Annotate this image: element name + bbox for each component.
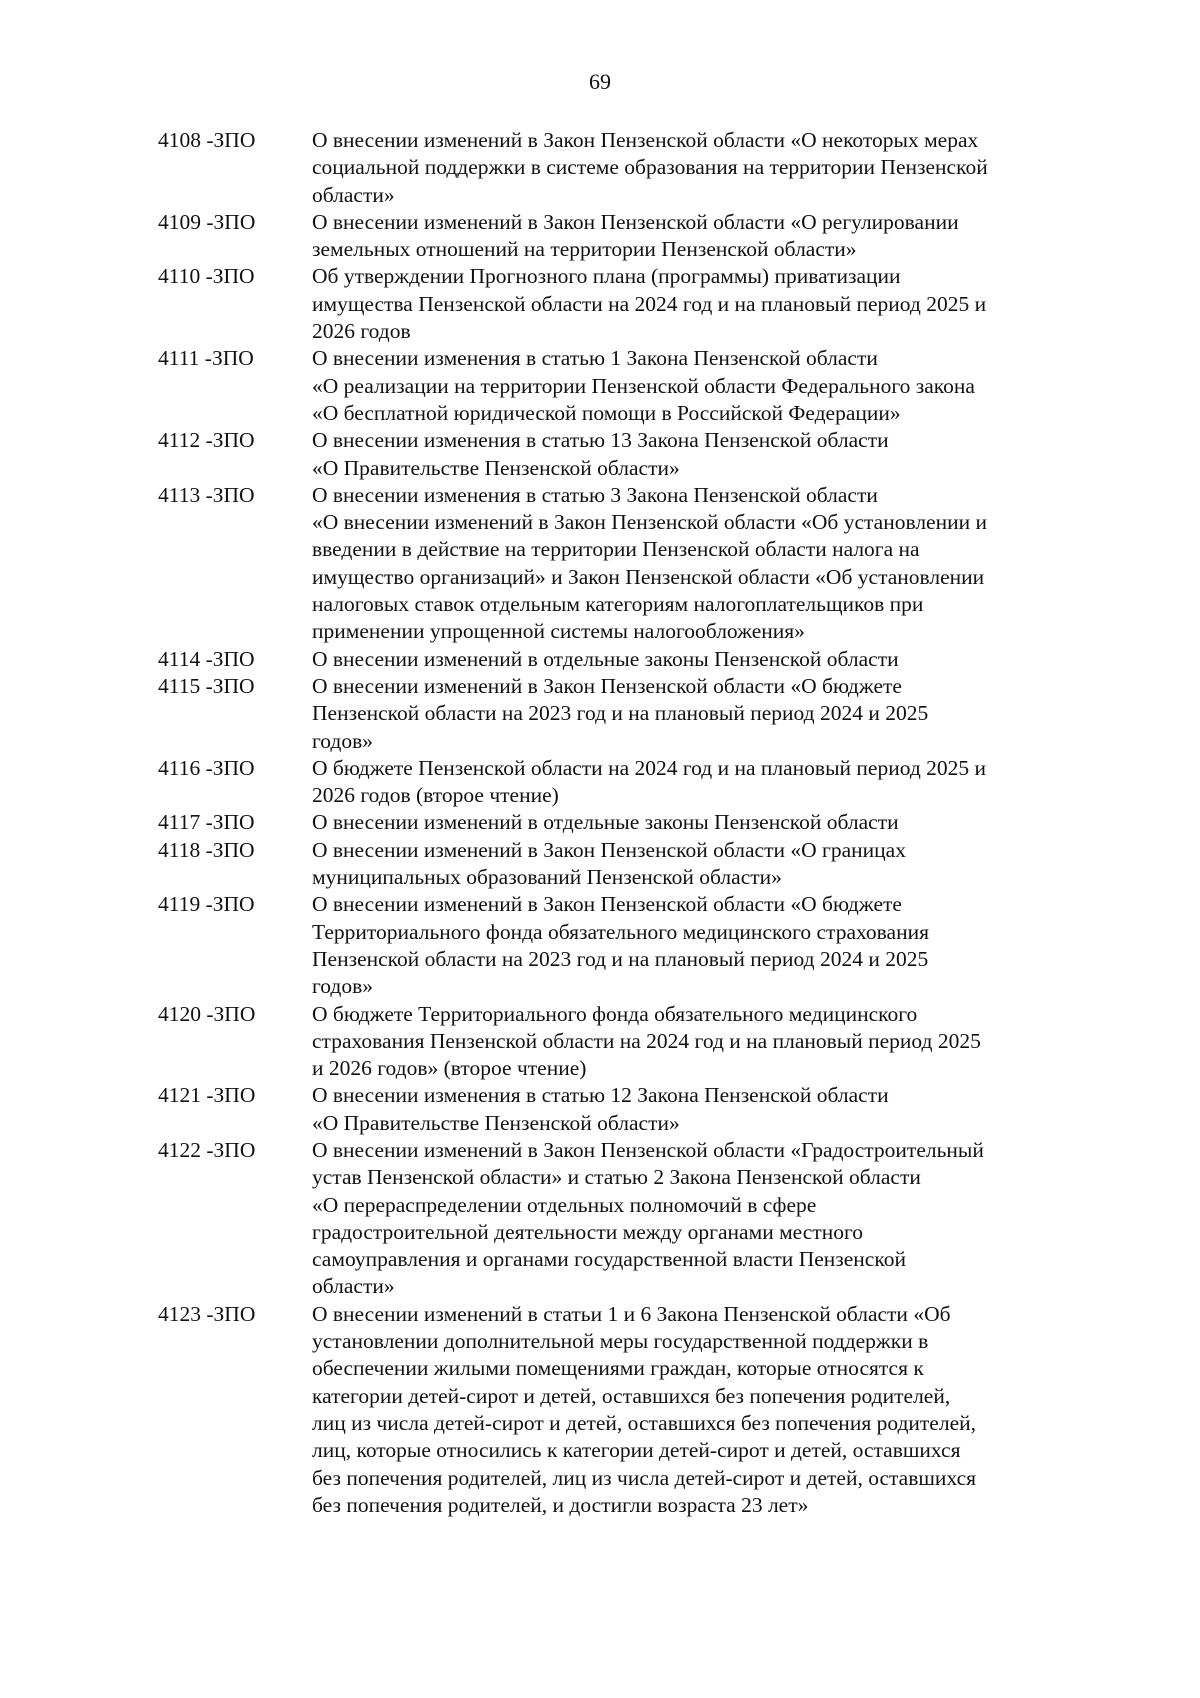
law-title: О внесении изменений в статьи 1 и 6 Закона Пензенской области «Об установлении дополнительной меры государственной поддержки в обеспечении жилыми помещениями граждан, которые относятся к категории детей-сирот и детей, оставшихся без попечения родителей, лиц из числа детей-сирот и детей, оставшихся без попечения родителей, лиц, которые относились к категории детей-сирот и детей, оставшихся без попечения родителей, лиц из числа детей-сирот и детей, оставшихся без попечения родителей, и достигли возраста 23 лет»: [312, 1301, 977, 1517]
law-number: 4123 -ЗПО: [158, 1301, 256, 1326]
law-number: 4119 -ЗПО: [158, 892, 255, 917]
law-row: [158, 755, 1088, 810]
law-number: 4115 -ЗПО: [158, 673, 255, 698]
law-row: [158, 1001, 1088, 1083]
law-row: [158, 646, 1088, 673]
law-title: О бюджете Пензенской области на 2024 год и на плановый период 2025 и 2026 годов (второе чтение): [312, 755, 987, 808]
law-number: 4117 -ЗПО: [158, 810, 255, 835]
law-title: О внесении изменений в отдельные законы Пензенской области: [312, 810, 899, 835]
law-number: 4111 -ЗПО: [158, 346, 254, 371]
law-row: [158, 1082, 1088, 1137]
law-title: О внесении изменений в Закон Пензенской области «О границах муниципальных образований Пензенской области»: [312, 837, 906, 890]
law-number: 4120 -ЗПО: [158, 1001, 256, 1026]
law-title: О внесении изменения в статью 1 Закона Пензенской области «О реализации на территории Пензенской области Федерального закона «О бесплатной юридической помощи в Российской Федерации»: [312, 346, 975, 425]
law-title: О внесении изменений в Закон Пензенской области «О бюджете Территориального фонда обязательного медицинского страхования Пензенской области на 2023 год и на плановый период 2024 и 2025 годов»: [312, 892, 929, 999]
law-list: [158, 127, 1088, 1519]
law-title: О внесении изменений в Закон Пензенской области «О регулировании земельных отношений на территории Пензенской области»: [312, 209, 959, 262]
law-number: 4112 -ЗПО: [158, 428, 255, 453]
law-title: О внесении изменений в Закон Пензенской области «Градостроительный устав Пензенской области» и статью 2 Закона Пензенской области «О перераспределении отдельных полномочий в сфере градостроительной деятельности между органами местного самоуправления и органами государственной власти Пензенской области»: [312, 1137, 984, 1299]
law-number: 4109 -ЗПО: [158, 209, 256, 234]
law-row: [158, 127, 1088, 209]
law-number: 4121 -ЗПО: [158, 1083, 256, 1108]
law-number: 4116 -ЗПО: [158, 755, 255, 780]
law-row: [158, 345, 1088, 427]
law-title: О внесении изменения в статью 12 Закона Пензенской области «О Правительстве Пензенской области»: [312, 1083, 889, 1135]
law-row: [158, 809, 1088, 836]
law-title: О внесении изменений в Закон Пензенской области «О некоторых мерах социальной поддержки в системе образования на территории Пензенской области»: [312, 128, 988, 207]
law-number: 4110 -ЗПО: [158, 264, 255, 289]
law-title: О внесении изменений в отдельные законы Пензенской области: [312, 646, 899, 671]
law-title: О бюджете Территориального фонда обязательного медицинского страхования Пензенской области на 2024 год и на плановый период 2025 и 2026 годов» (второе чтение): [312, 1001, 981, 1081]
law-row: [158, 1301, 1088, 1519]
law-title: Об утверждении Прогнозного плана (программы) приватизации имущества Пензенской области на 2024 год и на плановый период 2025 и 2026 годов: [312, 264, 987, 344]
law-row: [158, 263, 1088, 345]
law-row: [158, 673, 1088, 755]
law-number: 4108 -ЗПО: [158, 128, 256, 152]
law-row: [158, 427, 1088, 482]
law-row: [158, 209, 1088, 264]
law-title: О внесении изменения в статью 3 Закона Пензенской области «О внесении изменений в Закон Пензенской области «Об установлении и введении в действие на территории Пензенской области налога на имущество организаций» и Закон Пензенской области «Об установлении налоговых ставок отдельным категориям налогоплательщиков при применении упрощенной системы налогообложения»: [312, 482, 988, 644]
law-number: 4113 -ЗПО: [158, 482, 255, 507]
law-number: 4114 -ЗПО: [158, 646, 255, 671]
law-row: [158, 837, 1088, 892]
law-row: [158, 891, 1088, 1000]
page-number: 69: [589, 69, 611, 94]
law-row: [158, 1137, 1088, 1301]
law-title: О внесении изменений в Закон Пензенской области «О бюджете Пензенской области на 2023 год и на плановый период 2024 и 2025 годов»: [312, 673, 929, 753]
law-row: [158, 482, 1088, 646]
law-number: 4118 -ЗПО: [158, 837, 255, 862]
law-title: О внесении изменения в статью 13 Закона Пензенской области «О Правительстве Пензенской области»: [312, 428, 889, 480]
law-number: 4122 -ЗПО: [158, 1137, 256, 1162]
